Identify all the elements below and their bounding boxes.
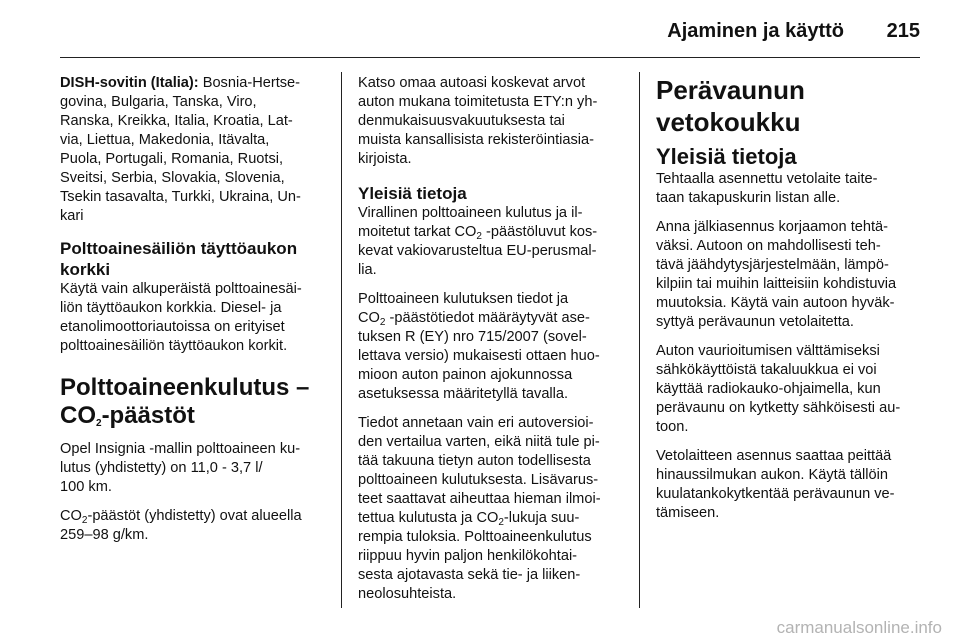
text-line: teet saattavat aiheuttaa hieman ilmoi- <box>358 491 601 507</box>
fuel-cap-heading <box>60 238 326 280</box>
text-line: kuulatankokytkentää perävaunun ve- <box>656 486 895 502</box>
text-line: kirjoista. <box>358 151 412 167</box>
watermark: carmanualsonline.info <box>776 618 942 637</box>
text-line: polttoainesäiliön täyttöaukon korkit. <box>60 338 288 354</box>
subscript: 2 <box>96 418 102 429</box>
text-line: 259–98 g/km. <box>60 527 149 543</box>
regulation-paragraph <box>358 290 624 404</box>
text-line: Tehtaalla asennettu vetolaite taite- <box>656 171 878 187</box>
page-number: 215 <box>886 20 920 42</box>
text-line: den vertailua varten, eikä niitä tule pi- <box>358 434 600 450</box>
header-rule <box>60 57 920 58</box>
column-1 <box>60 74 326 555</box>
text-line: tettua kulutusta ja CO <box>358 510 499 526</box>
text-line: Ranska, Kreikka, Italia, Kroatia, Lat- <box>60 113 293 129</box>
text-line: moitetut tarkat CO <box>358 224 477 240</box>
text-line: Anna jälkiasennus korjaamon tehtä- <box>656 219 889 235</box>
text-line: denmukaisuusvakuutuksesta tai <box>358 113 565 129</box>
text-line: väksi. Autoon on mahdollisesti teh- <box>656 238 881 254</box>
page-header <box>0 0 960 58</box>
text-line: liön täyttöaukon korkkia. Diesel- ja <box>60 300 282 316</box>
text-line: sesta ajotavasta sekä tie- ja liiken- <box>358 567 581 583</box>
text-line: Virallinen polttoaineen kulutus ja il- <box>358 205 583 221</box>
subscript: 2 <box>498 517 504 528</box>
text-line: kari <box>60 208 84 224</box>
heading-rest: -päästöt <box>101 402 195 429</box>
column-3 <box>656 74 922 533</box>
text-line: kilpiin tai muihin laitteisiin kohdistuvia <box>656 276 897 292</box>
subscript: 2 <box>476 231 482 242</box>
text-line: Tiedot annetaan vain eri autoversioi- <box>358 415 594 431</box>
text-line: muutoksia. Käytä vain autoon hyväk- <box>656 295 895 311</box>
text-line: tävä jäähdytysjärjestelmään, lämpö- <box>656 257 889 273</box>
text-line: tää takuuna tietyn auton todellisesta <box>358 453 591 469</box>
towbar-eye-paragraph <box>656 447 922 523</box>
text-line: riippuu hyvin paljon henkilökohtai- <box>358 548 578 564</box>
towbar-tailgate-paragraph <box>656 342 922 437</box>
text-line: tuksen R (EY) nro 715/2007 (sovel- <box>358 329 587 345</box>
official-consumption-paragraph <box>358 204 624 280</box>
heading-line: Perävaunun <box>656 75 805 105</box>
heading-line: Polttoainesäiliön täyttöaukon <box>60 239 298 258</box>
text-line: -päästötiedot määräytyvät ase- <box>385 310 590 326</box>
text-line: Bosnia-Hertse- <box>198 75 301 91</box>
text-line: -päästöluvut kos- <box>481 224 598 240</box>
text-line: Puola, Portugali, Romania, Ruotsi, <box>60 151 284 167</box>
text-line: syttyä perävaunun vetolaitetta. <box>656 314 854 330</box>
text-line: Auton vaurioitumisen välttämiseksi <box>656 343 880 359</box>
text-line: -lukuja suu- <box>503 510 580 526</box>
text-line: -päästöt (yhdistetty) ovat alueella <box>87 508 302 524</box>
consumption-heading <box>60 374 326 430</box>
co2-paragraph <box>60 507 326 545</box>
text-line: Sveitsi, Serbia, Slovakia, Slovenia, <box>60 170 285 186</box>
heading-line: vetokoukku <box>656 107 801 137</box>
subscript: 2 <box>81 515 88 526</box>
fuel-cap-paragraph <box>60 280 326 356</box>
heading-line: korkki <box>60 260 111 279</box>
text-line: govina, Bulgaria, Tanska, Viro, <box>60 94 257 110</box>
text-line: Katso omaa autoasi koskevat arvot <box>358 75 586 91</box>
heading-line: Polttoaineenkulutus – <box>60 374 310 401</box>
text-line: kevat vakiovarusteltua EU-perusmal- <box>358 243 597 259</box>
text-line: Tsekin tasavalta, Turkki, Ukraina, Un- <box>60 189 301 205</box>
text-line: polttoaineen kulutuksesta. Lisävarus- <box>358 472 599 488</box>
text-line: auton mukana toimitetusta ETY:n yh- <box>358 94 598 110</box>
text-line: toon. <box>656 419 689 435</box>
text-line: käyttää radiokauko-ohjaimella, kun <box>656 381 881 397</box>
text-line: lutus (yhdistetty) on 11,0 - 3,7 l/ <box>60 460 263 476</box>
intro-paragraph <box>358 74 624 169</box>
text-line: taan takapuskurin listan alle. <box>656 190 841 206</box>
text-line: asetuksessa määritetyllä tavalla. <box>358 386 569 402</box>
text-line: Käytä vain alkuperäistä polttoainesäi- <box>60 281 302 297</box>
heading-co: CO <box>60 402 96 429</box>
towbar-general-heading: Yleisiä tietoja <box>656 144 797 169</box>
general-info-heading: Yleisiä tietoja <box>358 184 467 203</box>
consumption-paragraph <box>60 440 326 497</box>
towbar-retrofit-paragraph <box>656 218 922 332</box>
text-line: Vetolaitteen asennus saattaa peittää <box>656 448 892 464</box>
column-divider-1 <box>341 72 342 608</box>
dish-adapter-label: DISH-sovitin (Italia): <box>60 75 199 91</box>
text-line: lia. <box>358 262 377 278</box>
subscript: 2 <box>379 317 386 328</box>
text-line: rempia tuloksia. Polttoaineenkulutus <box>358 529 592 545</box>
towbar-heading <box>656 74 922 138</box>
text-line: tämiseen. <box>656 505 720 521</box>
chapter-title: Ajaminen ja käyttö <box>667 20 844 42</box>
dish-adapter-paragraph <box>60 74 326 226</box>
text-line: mioon auton painon ajokunnossa <box>358 367 573 383</box>
text-line: sähkökäyttöistä takaluukkua ei voi <box>656 362 877 378</box>
text-line: hinaussilmukan aukon. Käytä tällöin <box>656 467 889 483</box>
text-line: CO <box>358 310 380 326</box>
text-line: perävaunu on kytketty sähköisesti au- <box>656 400 901 416</box>
towbar-factory-paragraph <box>656 170 922 208</box>
text-line: Opel Insignia -mallin polttoaineen ku- <box>60 441 301 457</box>
text-line: via, Liettua, Makedonia, Itävalta, <box>60 132 270 148</box>
text-line: neolosuhteista. <box>358 586 457 602</box>
column-divider-2 <box>639 72 640 608</box>
text-line: muista kansallisista rekisteröintiasia- <box>358 132 595 148</box>
text-line: Polttoaineen kulutuksen tiedot ja <box>358 291 569 307</box>
text-line: etanolimoottoriautoissa on erityiset <box>60 319 285 335</box>
text-line: lettava versio) mukaisesti ottaen huo- <box>358 348 600 364</box>
column-2 <box>358 74 624 614</box>
comparison-paragraph <box>358 414 624 604</box>
text-line: 100 km. <box>60 479 112 495</box>
text-co: CO <box>60 508 82 524</box>
